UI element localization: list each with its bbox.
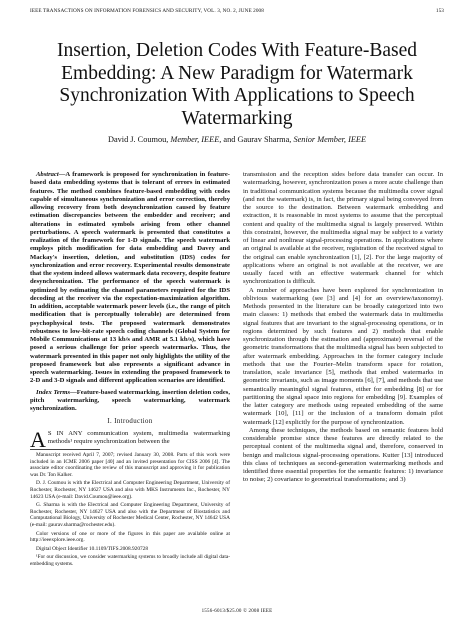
- footnote-color: Color versions of one or more of the figures in this paper are available online at http://ieeexplore.ieee.org.: [30, 530, 230, 544]
- index-terms-label: Index Terms: [36, 388, 71, 396]
- copyright-footer: 1556-6013/$25.00 © 2008 IEEE: [201, 609, 273, 614]
- paragraph: transmission and the reception sides before data transfer can occur. In watermarking, however, synchronization poses a more acute challenge than in traditional communication systems because the multimedia cover signal (and not the watermark) is, in fact, the primary signal being conveyed from the source to the destination. Between watermark embedding and extraction, it is reasonable in most systems to assume that the perceptual content and quality of the multimedia signal is largely preserved. Within this constraint, however, the multimedia signal may be subject to a variety of linear and nonlinear signal-processing operations. In applications where an original is available at the receiver, registration of the received signal to the original can enable synchronization [1], [2]. For the large majority of applications where an original is not available at the receiver, we are usually faced with an effective watermark channel for which synchronization is difficult.: [243, 171, 443, 286]
- abstract-label: Abstract: [36, 171, 59, 178]
- footnote-author-2: G. Sharma is with the Electrical and Computer Engineering Department, University of Rochester, Rochester, NY 14627 USA and also with the Department of Biostatistics and Computational Biology, University of Rochester Medical Center, Rochester, NY 14642 USA (e-mail: gaurav.sharma@rochester.edu).: [30, 502, 230, 528]
- intro-text: S IN ANY communication system, multimedia watermarking methods¹ require synchronization between the: [47, 429, 230, 445]
- paragraph: Among these techniques, the methods based on semantic features hold considerable promise since these features are directly related to the perceptual content of the multimedia signal and, therefore, conserved in benign and malicious signal-processing operations. Kutter [13] introduced this class of techniques as second-generation watermarking methods and identified three essential properties for the semantic features: 1) invariance to noise; 2) covariance to geometrical transformations; and 3): [243, 426, 443, 484]
- drop-cap: A: [30, 426, 46, 452]
- paragraph: A number of approaches have been explored for synchronization in oblivious watermarking (see [3] and [4] for an overview/taxonomy). Methods presented in the literature can be broadly categorized into two main classes: 1) methods that embed the watermark data in multimedia signal features that are invariant to the signal-processing operations, or in regions determined by such features and 2) methods that enable synchronization through the estimation and (approximate) reversal of the geometric transformations that the multimedia signal has been subjected to after watermark embedding. Approaches in the former category include methods that use the Fourier–Melin transform space for rotation, translation, scale invariance [5], methods that embed watermarks in geometric invariants, such as image moments [6], [7], and methods that use semantically meaningful signal features, either for embedding [8] or for partitioning the signal space into regions for embedding [9]. Examples of the latter category are methods using repeated embedding of the same watermark [10], [11] or the inclusion of a transform domain pilot watermark [12] explicitly for the purpose of synchronization.: [243, 286, 443, 426]
- right-column: [243, 171, 443, 485]
- author-1-grade: Member, IEEE,: [170, 135, 222, 144]
- footnote-1: ¹For our discussion, we consider watermarking systems to broadly include all digital data-embedding systems.: [30, 554, 230, 567]
- journal-name: IEEE TRANSACTIONS ON INFORMATION FORENSICS AND SECURITY, VOL. 3, NO. 2, JUNE 2008: [30, 8, 264, 14]
- running-header: [30, 8, 444, 14]
- page-number: 153: [435, 8, 444, 14]
- abstract: [30, 171, 230, 386]
- author-line: [30, 135, 444, 144]
- footnote-author-1: D. J. Coumou is with the Electrical and Computer Engineering Department, University of Rochester, Rochester, NY 14627 USA and also with MKS Instruments Inc., Rochester, NY 14623 USA (e-mail: David.Coumou@ieee.org).: [30, 480, 230, 500]
- author-2-grade: Senior Member, IEEE: [293, 135, 367, 144]
- section-heading: I. Introduction: [107, 418, 153, 426]
- footnote-manuscript: Manuscript received April 7, 2007; revised January 30, 2008. Parts of this work were included in an ICME 2006 paper [40] and an invited presentation for CISS 2006 [4]. The associate editor coordinating the review of this manuscript and approving it for publication was Dr. Ton Kalker.: [30, 452, 230, 478]
- index-terms: [30, 389, 230, 414]
- left-column: [30, 171, 230, 568]
- index-terms-text: —Feature-based watermarking, insertion deletion codes, pitch watermarking, speech watermarking, watermark synchronization.: [30, 388, 230, 412]
- author-2: and Gaurav Sharma,: [223, 135, 292, 144]
- footnote-doi: Digital Object Identifier 10.1109/TIFS.2008.920728: [36, 545, 149, 552]
- intro-paragraph: [30, 426, 230, 452]
- author-1: David J. Coumou,: [107, 135, 169, 144]
- paper-title: Insertion, Deletion Codes With Feature-Based Embedding: A New Paradigm for Watermark Synchronization With Applications to Speech Watermarking: [56, 40, 418, 129]
- abstract-text: —A framework is proposed for synchronization in feature-based data embedding systems that is tolerant of errors in estimated features. The method combines feature-based embedding with codes capable of simultaneous synchronization and error correction, thereby allowing recovery from both desynchronization caused by feature estimation discrepancies between the embedder and receiver; and alterations in estimated symbols arising from other channel perturbations. A speech watermark is presented that constitutes a realization of the framework for 1-D signals. The speech watermark employs pitch modification for data embedding and Davey and Mackay's insertion, deletion, and substitution (IDS) codes for synchronization and error recovery. Experimental results demonstrate that the system indeed allows watermark data recovery, despite feature desynchronization. The performance of the speech watermark is optimized by estimating the channel parameters required for the IDS decoding at the receiver via the expectation-maximization algorithm. In addition, acceptable watermark power levels (i.e., the range of pitch modification that is perceptually tolerable) are determined from psychophysical tests. The proposed watermark demonstrates robustness to low-bit-rate speech coding channels (Global System for Mobile Communications at 13 kb/s and AMR at 5.1 kb/s), which have posed a serious challenge for prior speech watermarks. Thus, the watermark presented in this paper not only highlights the utility of the proposed framework but also represents a significant advance in speech watermarking. Issues in extending the proposed framework to 2-D and 3-D signals and different application scenarios are identified.: [30, 171, 230, 385]
